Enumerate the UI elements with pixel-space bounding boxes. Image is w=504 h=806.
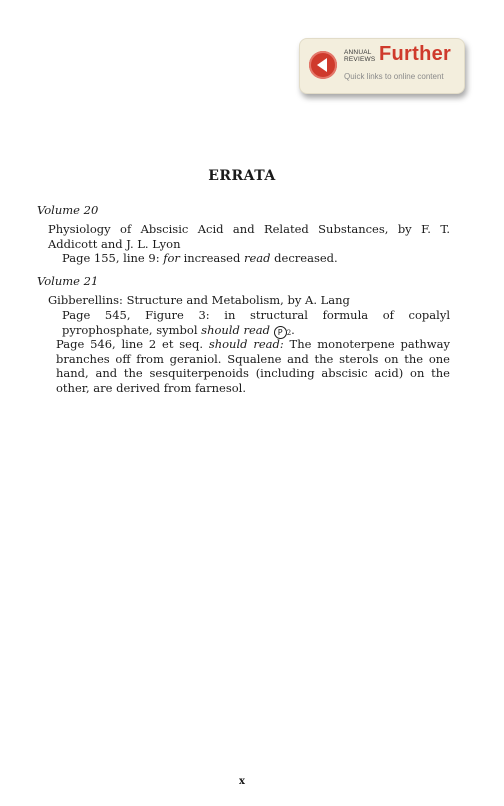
volume-20-correction-1 [62, 251, 450, 266]
subscript: 2 [286, 328, 292, 337]
volume-20-heading: Volume 20 [37, 203, 99, 217]
volume-21-correction-1 [62, 308, 450, 340]
annual-reviews-further-badge[interactable] [299, 38, 465, 94]
quick-links-subtitle: Quick links to online content [344, 72, 444, 81]
correction-text: Page 546, line 2 et seq. [56, 337, 209, 351]
correction-italic: read [244, 251, 271, 265]
volume-21-heading: Volume 21 [37, 274, 99, 288]
correction-italic: for [163, 251, 180, 265]
volume-21-article: Gibberellins: Structure and Metabolism, by A. Lang [48, 293, 350, 307]
volume-21-correction-2 [56, 337, 450, 395]
correction-text: . [291, 322, 295, 337]
play-back-arrow-icon [309, 51, 337, 79]
correction-text: Page 545, Figure 3: in structural formula of copalyl pyrophosphate, symbol [62, 308, 450, 337]
correction-text: The monoterpene pathway branches off from geraniol. Squalene and the sterols on the one hand, and the sesquiterpenoids (including abscisic acid) on the other, are derived from farnesol. [56, 337, 450, 395]
annual-reviews-logo-text: ANNUAL REVIEWS [344, 49, 376, 63]
circled-p-symbol: P [274, 326, 287, 339]
volume-20-article: Physiology of Abscisic Acid and Related Substances, by F. T. Addicott and J. L. Lyon [48, 222, 450, 251]
correction-italic: should read [201, 322, 271, 337]
page-number: x [239, 776, 245, 787]
further-label: Further [379, 43, 452, 65]
page-title: ERRATA [208, 168, 276, 184]
correction-text: Page 155, line 9: [62, 251, 164, 265]
correction-text: decreased. [270, 251, 338, 265]
correction-text: increased [179, 251, 244, 265]
correction-italic: should read: [208, 337, 284, 351]
